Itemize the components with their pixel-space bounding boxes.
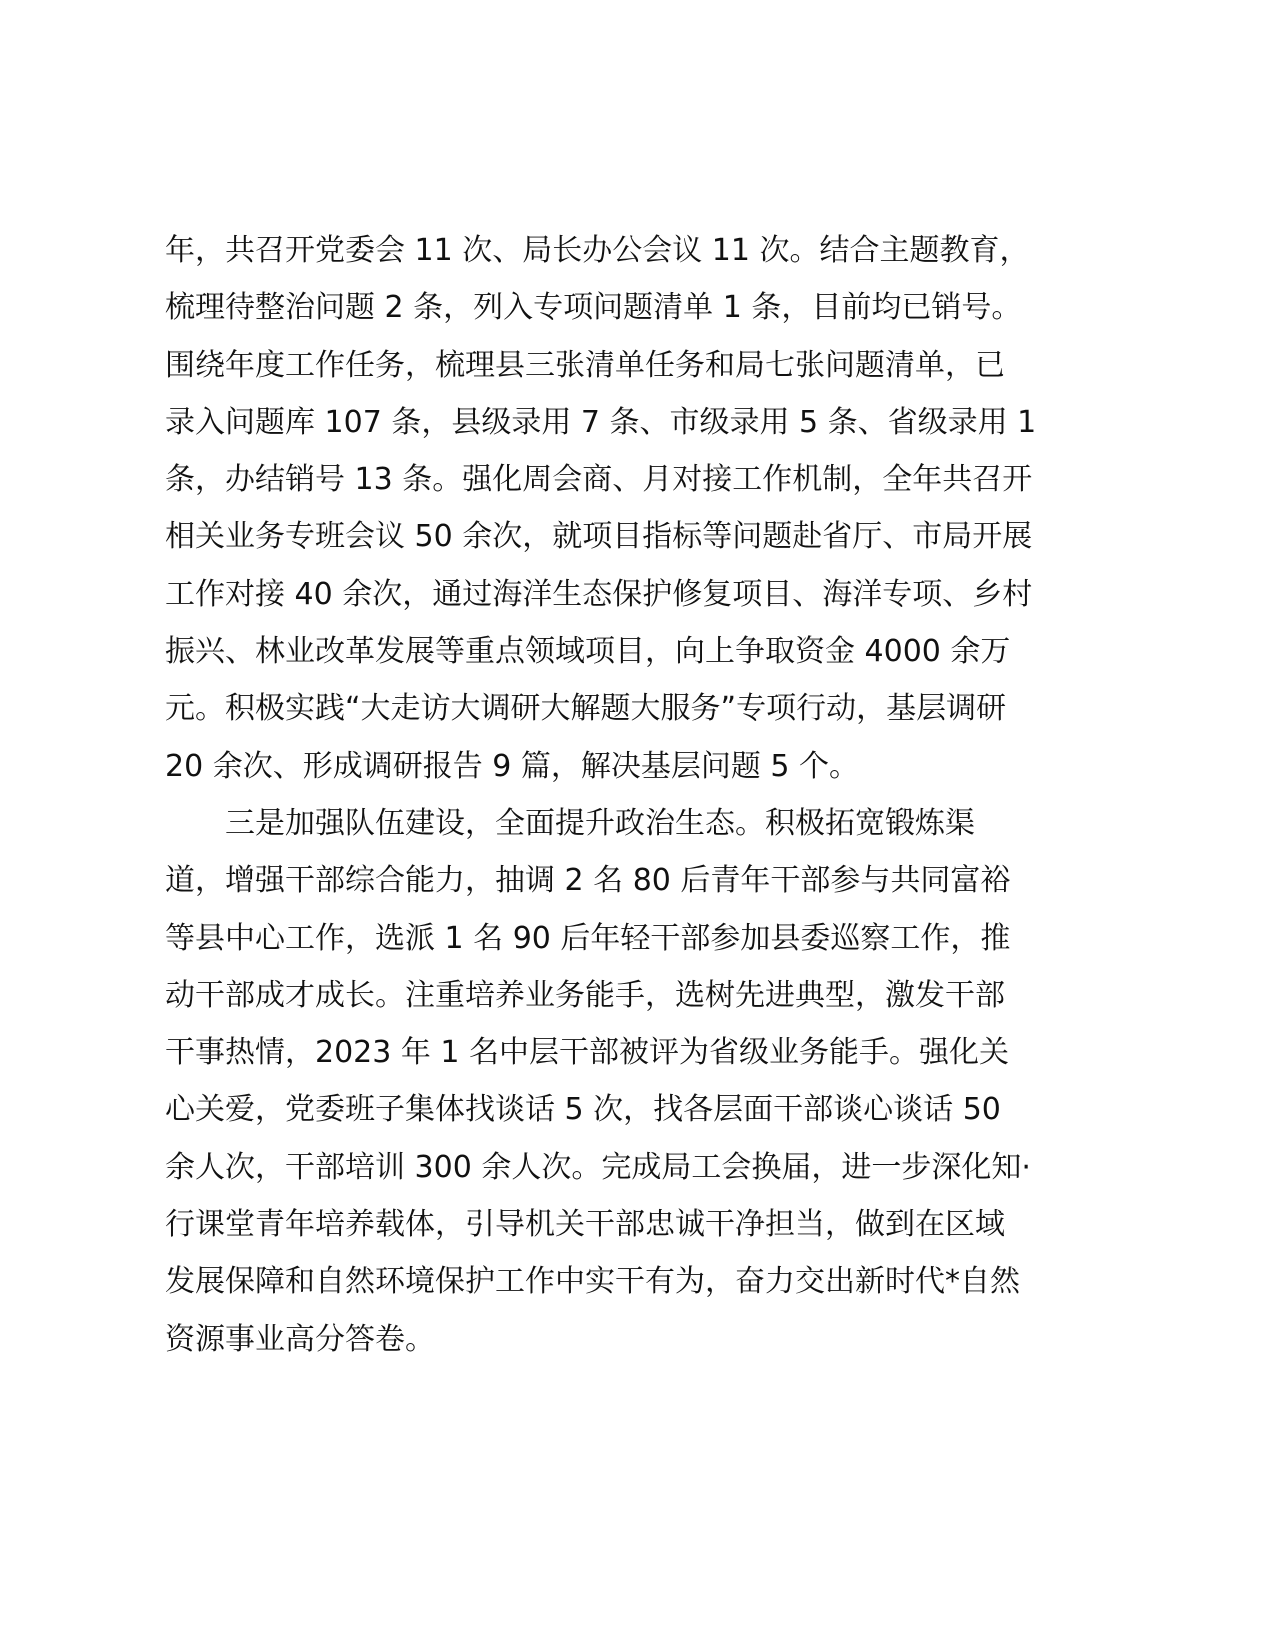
text-line: 20 余次、形成调研报告 9 篇，解决基层问题 5 个。 [165, 748, 860, 784]
text-line: 振兴、林业改革发展等重点领域项目，向上争取资金 4000 余万 [165, 634, 1011, 670]
text-line: 道，增强干部综合能力，抽调 2 名 80 后青年干部参与共同富裕 [165, 863, 1011, 899]
text-line: 发展保障和自然环境保护工作中实干有为，奋力交出新时代*自然 [165, 1264, 1020, 1300]
text-line: 等县中心工作，选派 1 名 90 后年轻干部参加县委巡察工作，推 [165, 920, 1011, 956]
text-line: 梳理待整治问题 2 条，列入专项问题清单 1 条，目前均已销号。 [165, 290, 1022, 326]
text-line: 余人次，干部培训 300 余人次。完成局工会换届，进一步深化知· [165, 1149, 1031, 1185]
text-line: 行课堂青年培养载体，引导机关干部忠诚干净担当，做到在区域 [165, 1207, 1005, 1243]
paragraph-start-line: 三是加强队伍建设，全面提升政治生态。积极拓宽锻炼渠 [225, 805, 975, 841]
body-text [165, 222, 1125, 1368]
text-line: 围绕年度工作任务，梳理县三张清单任务和局七张问题清单，已 [165, 347, 1005, 383]
text-line: 条，办结销号 13 条。强化周会商、月对接工作机制，全年共召开 [165, 462, 1033, 498]
text-line: 动干部成才成长。注重培养业务能手，选树先进典型，激发干部 [165, 977, 1005, 1013]
text-line: 心关爱，党委班子集体找谈话 5 次，找各层面干部谈心谈话 50 [165, 1092, 1001, 1128]
text-line: 资源事业高分答卷。 [165, 1321, 435, 1357]
text-line: 干事热情，2023 年 1 名中层干部被评为省级业务能手。强化关 [165, 1035, 1010, 1071]
text-line: 工作对接 40 余次，通过海洋生态保护修复项目、海洋专项、乡村 [165, 576, 1033, 612]
text-line: 年，共召开党委会 11 次、局长办公会议 11 次。结合主题教育， [165, 233, 1030, 268]
text-line: 元。积极实践“大走访大调研大解题大服务”专项行动，基层调研 [165, 691, 1007, 727]
text-line: 录入问题库 107 条，县级录用 7 条、市级录用 5 条、省级录用 1 [165, 404, 1037, 440]
text-line: 相关业务专班会议 50 余次，就项目指标等问题赴省厅、市局开展 [165, 519, 1033, 555]
